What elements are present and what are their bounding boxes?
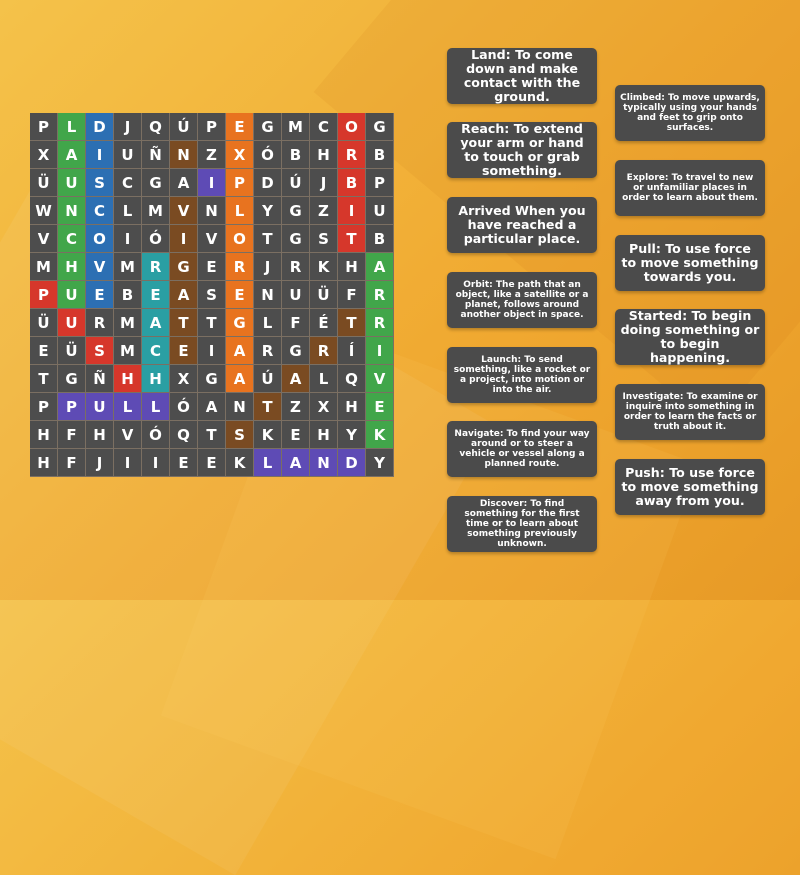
definition-text: Reach: To extend your arm or hand to touch or grab something.: [460, 120, 584, 179]
grid-cell[interactable]: W: [30, 197, 58, 225]
grid-cell[interactable]: R: [86, 309, 114, 337]
definition-card-discover[interactable]: [447, 496, 597, 552]
grid-cell[interactable]: B: [282, 141, 310, 169]
grid-cell[interactable]: I: [114, 449, 142, 477]
grid-cell[interactable]: C: [58, 225, 86, 253]
grid-cell[interactable]: I: [142, 449, 170, 477]
grid-cell[interactable]: C: [310, 113, 338, 141]
grid-cell[interactable]: Ü: [30, 309, 58, 337]
grid-cell[interactable]: P: [30, 113, 58, 141]
definition-card-climbed[interactable]: [615, 85, 765, 141]
grid-cell[interactable]: K: [226, 449, 254, 477]
grid-cell[interactable]: I: [198, 169, 226, 197]
grid-cell[interactable]: F: [282, 309, 310, 337]
grid-cell[interactable]: M: [30, 253, 58, 281]
grid-cell[interactable]: M: [114, 253, 142, 281]
grid-cell[interactable]: Ú: [254, 365, 282, 393]
grid-cell[interactable]: G: [226, 309, 254, 337]
grid-cell[interactable]: H: [86, 421, 114, 449]
grid-cell[interactable]: E: [86, 281, 114, 309]
grid-cell[interactable]: R: [366, 309, 394, 337]
grid-cell[interactable]: C: [86, 197, 114, 225]
grid-cell[interactable]: A: [198, 393, 226, 421]
definition-text: Climbed: To move upwards, typically using your hands and feet to grip onto surfaces.: [620, 92, 760, 134]
grid-cell[interactable]: D: [338, 449, 366, 477]
definition-text: Push: To use force to move something away from you.: [621, 464, 759, 509]
grid-cell[interactable]: G: [254, 113, 282, 141]
grid-cell[interactable]: Y: [254, 197, 282, 225]
grid-cell[interactable]: A: [58, 141, 86, 169]
grid-cell[interactable]: Q: [170, 421, 198, 449]
grid-cell[interactable]: E: [30, 337, 58, 365]
grid-cell[interactable]: P: [366, 169, 394, 197]
definition-card-land[interactable]: [447, 48, 597, 104]
grid-cell[interactable]: L: [254, 449, 282, 477]
grid-cell[interactable]: L: [142, 393, 170, 421]
grid-cell[interactable]: T: [254, 225, 282, 253]
grid-cell[interactable]: E: [170, 337, 198, 365]
grid-cell[interactable]: R: [366, 281, 394, 309]
grid-cell[interactable]: V: [170, 197, 198, 225]
grid-cell[interactable]: T: [338, 309, 366, 337]
grid-cell[interactable]: G: [366, 113, 394, 141]
grid-cell[interactable]: T: [254, 393, 282, 421]
grid-cell[interactable]: P: [226, 169, 254, 197]
grid-cell[interactable]: Í: [338, 337, 366, 365]
grid-cell[interactable]: H: [310, 141, 338, 169]
grid-cell[interactable]: E: [198, 253, 226, 281]
grid-cell[interactable]: S: [86, 169, 114, 197]
grid-cell[interactable]: Ü: [30, 169, 58, 197]
grid-cell[interactable]: T: [170, 309, 198, 337]
grid-cell[interactable]: H: [30, 421, 58, 449]
grid-cell[interactable]: L: [58, 113, 86, 141]
grid-cell[interactable]: B: [366, 141, 394, 169]
grid-cell[interactable]: D: [254, 169, 282, 197]
grid-cell[interactable]: U: [86, 393, 114, 421]
grid-cell[interactable]: E: [226, 281, 254, 309]
grid-cell[interactable]: I: [338, 197, 366, 225]
grid-cell[interactable]: S: [310, 225, 338, 253]
word-search-grid[interactable]: [30, 113, 394, 477]
grid-cell[interactable]: R: [282, 253, 310, 281]
grid-cell[interactable]: M: [142, 197, 170, 225]
grid-cell[interactable]: C: [114, 169, 142, 197]
grid-cell[interactable]: G: [282, 225, 310, 253]
grid-cell[interactable]: L: [310, 365, 338, 393]
grid-cell[interactable]: S: [226, 421, 254, 449]
grid-cell[interactable]: L: [114, 393, 142, 421]
grid-cell[interactable]: A: [170, 169, 198, 197]
grid-cell[interactable]: M: [114, 337, 142, 365]
grid-cell[interactable]: H: [114, 365, 142, 393]
definition-card-pull[interactable]: [615, 235, 765, 291]
grid-cell[interactable]: C: [142, 337, 170, 365]
grid-cell[interactable]: H: [338, 393, 366, 421]
grid-cell[interactable]: S: [86, 337, 114, 365]
grid-cell[interactable]: G: [58, 365, 86, 393]
grid-cell[interactable]: Ü: [310, 281, 338, 309]
grid-cell[interactable]: V: [30, 225, 58, 253]
grid-cell[interactable]: T: [338, 225, 366, 253]
grid-cell[interactable]: U: [366, 197, 394, 225]
grid-cell[interactable]: U: [58, 309, 86, 337]
grid-cell[interactable]: V: [86, 253, 114, 281]
grid-cell[interactable]: R: [338, 141, 366, 169]
grid-cell[interactable]: L: [114, 197, 142, 225]
grid-cell[interactable]: A: [142, 309, 170, 337]
grid-cell[interactable]: Ú: [282, 169, 310, 197]
grid-cell[interactable]: Ú: [170, 113, 198, 141]
grid-cell[interactable]: E: [142, 281, 170, 309]
grid-cell[interactable]: R: [226, 253, 254, 281]
definition-text: Explore: To travel to new or unfamiliar places in order to learn about them.: [622, 172, 758, 204]
grid-cell[interactable]: P: [198, 113, 226, 141]
grid-cell[interactable]: X: [310, 393, 338, 421]
grid-cell[interactable]: A: [282, 365, 310, 393]
grid-cell[interactable]: N: [310, 449, 338, 477]
grid-cell[interactable]: G: [282, 197, 310, 225]
grid-cell[interactable]: H: [58, 253, 86, 281]
grid-cell[interactable]: G: [142, 169, 170, 197]
grid-cell[interactable]: B: [114, 281, 142, 309]
grid-cell[interactable]: H: [30, 449, 58, 477]
grid-cell[interactable]: É: [310, 309, 338, 337]
definition-card-launch[interactable]: [447, 347, 597, 403]
grid-cell[interactable]: E: [226, 113, 254, 141]
grid-cell[interactable]: V: [198, 225, 226, 253]
grid-cell[interactable]: X: [170, 365, 198, 393]
grid-cell[interactable]: O: [338, 113, 366, 141]
grid-cell[interactable]: Y: [366, 449, 394, 477]
grid-cell[interactable]: O: [226, 225, 254, 253]
grid-cell[interactable]: E: [170, 449, 198, 477]
grid-cell[interactable]: N: [254, 281, 282, 309]
grid-cell[interactable]: P: [58, 393, 86, 421]
grid-cell[interactable]: T: [198, 309, 226, 337]
grid-cell[interactable]: F: [58, 449, 86, 477]
grid-cell[interactable]: Q: [338, 365, 366, 393]
grid-cell[interactable]: E: [198, 449, 226, 477]
definition-card-started[interactable]: [615, 309, 765, 365]
grid-cell[interactable]: A: [226, 365, 254, 393]
grid-cell[interactable]: I: [114, 225, 142, 253]
grid-cell[interactable]: N: [198, 197, 226, 225]
definition-text: Pull: To use force to move something towards you.: [621, 240, 759, 285]
grid-cell[interactable]: K: [254, 421, 282, 449]
grid-cell[interactable]: L: [226, 197, 254, 225]
grid-cell[interactable]: Ó: [254, 141, 282, 169]
grid-cell[interactable]: U: [282, 281, 310, 309]
grid-cell[interactable]: J: [310, 169, 338, 197]
grid-cell[interactable]: G: [282, 337, 310, 365]
grid-cell[interactable]: H: [310, 421, 338, 449]
grid-cell[interactable]: M: [282, 113, 310, 141]
definition-card-explore[interactable]: [615, 160, 765, 216]
grid-cell[interactable]: A: [366, 253, 394, 281]
grid-cell[interactable]: Z: [310, 197, 338, 225]
definition-text: Land: To come down and make contact with the ground.: [463, 46, 581, 105]
grid-cell[interactable]: R: [142, 253, 170, 281]
grid-cell[interactable]: X: [30, 141, 58, 169]
grid-cell[interactable]: N: [58, 197, 86, 225]
grid-cell[interactable]: P: [30, 281, 58, 309]
grid-cell[interactable]: A: [226, 337, 254, 365]
grid-cell[interactable]: Ó: [142, 421, 170, 449]
grid-cell[interactable]: J: [114, 113, 142, 141]
grid-cell[interactable]: N: [226, 393, 254, 421]
grid-cell[interactable]: U: [58, 169, 86, 197]
grid-cell[interactable]: I: [198, 337, 226, 365]
definition-text: Discover: To find something for the first time or to learn about something previously unknown.: [464, 498, 580, 550]
definition-text: Investigate: To examine or inquire into something in order to learn the facts or truth about it.: [622, 391, 758, 433]
definition-text: Started: To begin doing something or to begin happening.: [620, 307, 760, 366]
grid-cell[interactable]: A: [170, 281, 198, 309]
grid-cell[interactable]: Y: [338, 421, 366, 449]
definition-text: Navigate: To find your way around or to steer a vehicle or vessel along a planned route.: [454, 428, 590, 470]
grid-cell[interactable]: Ñ: [142, 141, 170, 169]
grid-cell[interactable]: E: [366, 393, 394, 421]
grid-cell[interactable]: Ó: [142, 225, 170, 253]
grid-cell[interactable]: E: [282, 421, 310, 449]
grid-cell[interactable]: X: [226, 141, 254, 169]
grid-cell[interactable]: P: [30, 393, 58, 421]
grid-cell[interactable]: G: [170, 253, 198, 281]
grid-cell[interactable]: Ñ: [86, 365, 114, 393]
grid-cell[interactable]: R: [254, 337, 282, 365]
grid-cell[interactable]: Ó: [170, 393, 198, 421]
grid-cell[interactable]: V: [366, 365, 394, 393]
grid-cell[interactable]: G: [198, 365, 226, 393]
grid-cell[interactable]: Ü: [58, 337, 86, 365]
grid-cell[interactable]: I: [170, 225, 198, 253]
grid-cell[interactable]: J: [86, 449, 114, 477]
grid-cell[interactable]: L: [254, 309, 282, 337]
grid-cell[interactable]: Q: [142, 113, 170, 141]
grid-cell[interactable]: D: [86, 113, 114, 141]
grid-cell[interactable]: T: [198, 421, 226, 449]
grid-cell[interactable]: Z: [198, 141, 226, 169]
grid-cell[interactable]: U: [58, 281, 86, 309]
grid-cell[interactable]: K: [310, 253, 338, 281]
grid-cell[interactable]: B: [366, 225, 394, 253]
grid-cell[interactable]: K: [366, 421, 394, 449]
grid-cell[interactable]: V: [114, 421, 142, 449]
definition-card-navigate[interactable]: [447, 421, 597, 477]
grid-cell[interactable]: U: [114, 141, 142, 169]
definition-text: Arrived When you have reached a particular place.: [458, 202, 586, 247]
grid-cell[interactable]: A: [282, 449, 310, 477]
grid-cell[interactable]: F: [338, 281, 366, 309]
definition-card-push[interactable]: [615, 459, 765, 515]
definition-text: Orbit: The path that an object, like a satellite or a planet, follows around another object in space.: [455, 279, 589, 321]
grid-cell[interactable]: S: [198, 281, 226, 309]
grid-cell[interactable]: B: [338, 169, 366, 197]
grid-cell[interactable]: Z: [282, 393, 310, 421]
definition-card-investigate[interactable]: [615, 384, 765, 440]
grid-cell[interactable]: I: [86, 141, 114, 169]
grid-cell[interactable]: O: [86, 225, 114, 253]
definition-text: Launch: To send something, like a rocket or a project, into motion or into the air.: [453, 354, 591, 396]
definition-card-reach[interactable]: [447, 122, 597, 178]
grid-cell[interactable]: M: [114, 309, 142, 337]
definition-card-arrived[interactable]: [447, 197, 597, 253]
grid-cell[interactable]: I: [366, 337, 394, 365]
grid-cell[interactable]: N: [170, 141, 198, 169]
definition-card-orbit[interactable]: [447, 272, 597, 328]
grid-cell[interactable]: H: [142, 365, 170, 393]
grid-cell[interactable]: R: [310, 337, 338, 365]
grid-cell[interactable]: J: [254, 253, 282, 281]
grid-cell[interactable]: H: [338, 253, 366, 281]
grid-cell[interactable]: T: [30, 365, 58, 393]
grid-cell[interactable]: F: [58, 421, 86, 449]
